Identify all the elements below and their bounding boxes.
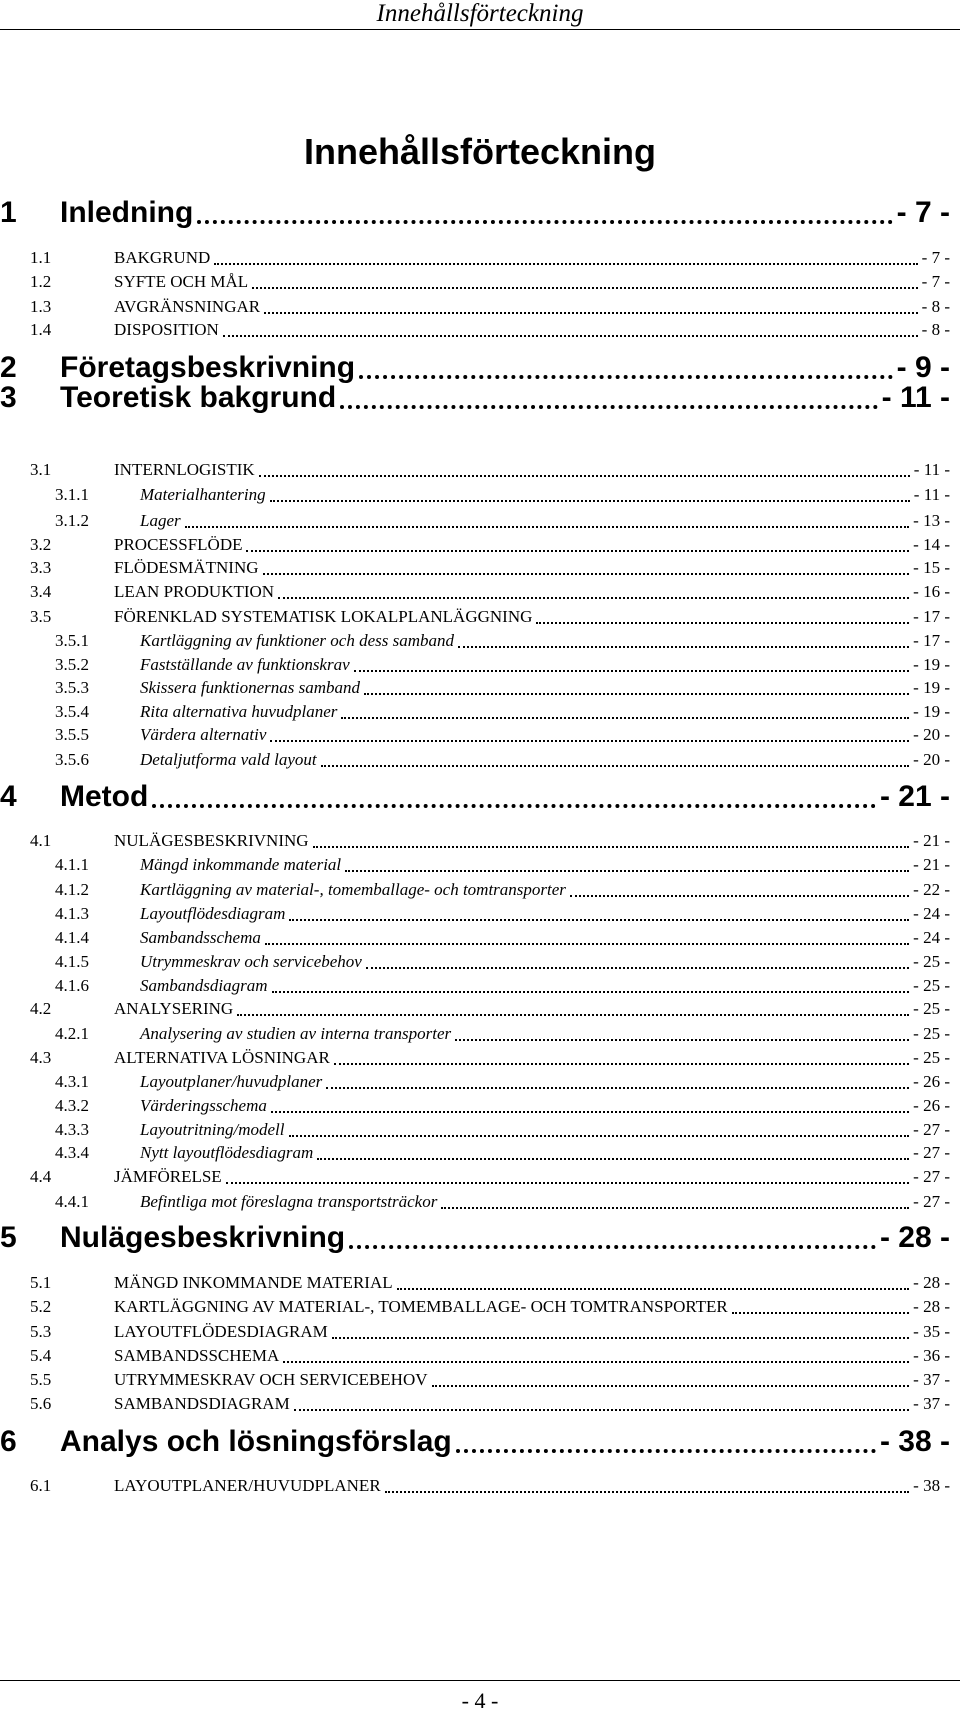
- toc-entry-label: LAYOUTFLÖDESDIAGRAM: [114, 1322, 328, 1341]
- toc-entry-label: SAMBANDSDIAGRAM: [114, 1394, 290, 1413]
- toc-entry-level-3[interactable]: [0, 951, 960, 973]
- page-title: Innehållsförteckning: [303, 131, 657, 172]
- toc-entry-page: - 17 -: [913, 607, 950, 626]
- toc-entry-level-2[interactable]: [0, 534, 960, 556]
- toc-entry-page: - 11 -: [913, 460, 950, 479]
- toc-entry-level-3[interactable]: [0, 975, 960, 997]
- toc-entry-label: Layoutritning/modell: [140, 1120, 285, 1139]
- toc-dot-leader: [349, 1245, 876, 1249]
- toc-entry-page: - 27 -: [913, 1192, 950, 1211]
- toc-dot-leader: [364, 693, 909, 695]
- toc-entry-label: KARTLÄGGNING AV MATERIAL-, TOMEMBALLAGE- OCH TOMTRANSPORTER: [114, 1297, 728, 1316]
- toc-entry-level-2[interactable]: [0, 830, 960, 852]
- toc-entry-number: 1.3: [30, 297, 52, 316]
- toc-entry-label: Lager: [140, 511, 181, 530]
- toc-entry-number: 3.5.2: [55, 655, 89, 674]
- toc-entry-level-3[interactable]: [0, 1142, 960, 1164]
- toc-entry-number: 3.5.4: [55, 702, 89, 721]
- toc-entry-page: - 24 -: [913, 904, 950, 923]
- toc-entry-level-3[interactable]: [0, 1119, 960, 1141]
- toc-dot-leader: [237, 1014, 909, 1016]
- toc-entry-page: - 27 -: [913, 1120, 950, 1139]
- toc-entry-label: MÄNGD INKOMMANDE MATERIAL: [114, 1273, 393, 1292]
- toc-entry-number: 3.2: [30, 535, 52, 554]
- toc-dot-leader: [441, 1207, 909, 1209]
- toc-dot-leader: [732, 1312, 909, 1314]
- toc-entry-label: Utrymmeskrav och servicebehov: [140, 952, 362, 971]
- toc-entry-level-3[interactable]: [0, 677, 960, 699]
- toc-entry-number: 5.4: [30, 1346, 52, 1365]
- toc-dot-leader: [458, 646, 909, 648]
- toc-entry-label: Analys och lösningsförslag: [60, 1425, 452, 1458]
- toc-entry-page: - 37 -: [913, 1394, 950, 1413]
- toc-entry-level-3[interactable]: [0, 1023, 960, 1045]
- toc-dot-leader: [278, 597, 909, 599]
- toc-entry-number: 3.1.2: [55, 511, 89, 530]
- toc-entry-page: - 7 -: [896, 196, 950, 229]
- toc-entry-level-3[interactable]: [0, 854, 960, 876]
- toc-entry-number: 5: [0, 1221, 17, 1254]
- toc-entry-page: - 22 -: [913, 880, 950, 899]
- toc-entry-number: 3.3: [30, 558, 52, 577]
- toc-entry-number: 4.1.6: [55, 976, 89, 995]
- toc-entry-level-2[interactable]: [0, 319, 960, 341]
- toc-dot-leader: [385, 1491, 909, 1493]
- toc-entry-number: 3.1: [30, 460, 52, 479]
- toc-dot-leader: [252, 287, 918, 289]
- toc-entry-label: LAYOUTPLANER/HUVUDPLANER: [114, 1476, 381, 1495]
- toc-dot-leader: [246, 550, 909, 552]
- toc-entry-number: 4.4: [30, 1167, 52, 1186]
- toc-entry-level-2[interactable]: [0, 1047, 960, 1069]
- toc-dot-leader: [340, 405, 878, 409]
- toc-entry-label: Fastställande av funktionskrav: [140, 655, 350, 674]
- toc-entry-page: - 38 -: [913, 1476, 950, 1495]
- toc-entry-page: - 8 -: [921, 320, 950, 339]
- toc-dot-leader: [456, 1449, 876, 1453]
- toc-entry-label: LEAN PRODUKTION: [114, 582, 275, 601]
- toc-entry-label: INTERNLOGISTIK: [114, 460, 255, 479]
- toc-entry-label: Teoretisk bakgrund: [60, 381, 337, 414]
- toc-dot-leader: [259, 475, 910, 477]
- toc-dot-leader: [289, 1135, 909, 1137]
- page-number: - 4 -: [461, 1688, 499, 1713]
- toc-entry-page: - 25 -: [913, 952, 950, 971]
- toc-entry-page: - 25 -: [913, 1024, 950, 1043]
- toc-entry-label: SYFTE OCH MÅL: [114, 272, 249, 291]
- toc-entry-number: 3.5: [30, 607, 52, 626]
- toc-entry-number: 5.5: [30, 1370, 52, 1389]
- toc-entry-label: Nytt layoutflödesdiagram: [140, 1143, 314, 1162]
- toc-entry-level-3[interactable]: [0, 1071, 960, 1093]
- toc-entry-number: 4.1.4: [55, 928, 89, 947]
- toc-entry-label: Rita alternativa huvudplaner: [140, 702, 338, 721]
- toc-dot-leader: [265, 943, 909, 945]
- toc-entry-label: Värdera alternativ: [140, 725, 267, 744]
- toc-entry-label: Sambandsdiagram: [140, 976, 268, 995]
- toc-entry-number: 5.6: [30, 1394, 52, 1413]
- toc-entry-label: Kartläggning av funktioner och dess samband: [140, 631, 455, 650]
- toc-dot-leader: [264, 312, 918, 314]
- toc-entry-level-2[interactable]: [0, 1296, 960, 1318]
- toc-entry-page: - 26 -: [913, 1072, 950, 1091]
- toc-dot-leader: [289, 919, 909, 921]
- toc-entry-label: Kartläggning av material-, tomemballage- och tomtransporter: [140, 880, 566, 899]
- toc-entry-number: 4.2.1: [55, 1024, 89, 1043]
- toc-entry-number: 5.1: [30, 1273, 52, 1292]
- toc-entry-level-2[interactable]: [0, 1369, 960, 1391]
- toc-entry-number: 5.3: [30, 1322, 52, 1341]
- toc-entry-page: - 11 -: [881, 381, 950, 414]
- toc-entry-level-1[interactable]: [0, 194, 960, 232]
- toc-entry-page: - 26 -: [913, 1096, 950, 1115]
- toc-dot-leader: [321, 765, 909, 767]
- toc-dot-leader: [263, 573, 909, 575]
- toc-entry-level-2[interactable]: [0, 581, 960, 603]
- toc-entry-number: 2: [0, 351, 17, 384]
- toc-dot-leader: [197, 220, 893, 224]
- toc-entry-level-1[interactable]: [0, 1219, 960, 1257]
- toc-dot-leader: [271, 1111, 909, 1113]
- toc-entry-number: 4.1.2: [55, 880, 89, 899]
- toc-entry-number: 4: [0, 780, 17, 813]
- toc-entry-label: FÖRENKLAD SYSTEMATISK LOKALPLANLÄGGNING: [114, 607, 533, 626]
- toc-dot-leader: [326, 1087, 909, 1089]
- toc-entry-level-3[interactable]: [0, 654, 960, 676]
- toc-entry-page: - 16 -: [913, 582, 950, 601]
- toc-entry-level-3[interactable]: [0, 701, 960, 723]
- toc-dot-leader: [214, 263, 918, 265]
- toc-entry-number: 4.1.3: [55, 904, 89, 923]
- toc-entry-label: Företagsbeskrivning: [60, 351, 356, 384]
- toc-entry-page: - 7 -: [921, 272, 950, 291]
- toc-entry-level-2[interactable]: [0, 606, 960, 628]
- toc-dot-leader: [536, 622, 909, 624]
- toc-entry-number: 1.1: [30, 248, 52, 267]
- toc-dot-leader: [341, 717, 909, 719]
- toc-entry-page: - 25 -: [913, 999, 950, 1018]
- toc-entry-number: 6.1: [30, 1476, 52, 1495]
- footer-rule: [0, 1680, 960, 1681]
- toc-entry-page: - 28 -: [879, 1221, 950, 1254]
- toc-entry-label: UTRYMMESKRAV OCH SERVICEBEHOV: [114, 1370, 428, 1389]
- toc-dot-leader: [332, 1337, 909, 1339]
- toc-dot-leader: [313, 846, 909, 848]
- toc-entry-label: JÄMFÖRELSE: [114, 1167, 222, 1186]
- toc-entry-number: 4.3.2: [55, 1096, 89, 1115]
- toc-entry-label: Materialhantering: [140, 485, 266, 504]
- toc-entry-number: 4.3: [30, 1048, 52, 1067]
- toc-entry-page: - 36 -: [913, 1346, 950, 1365]
- toc-entry-number: 3.5.6: [55, 750, 89, 769]
- toc-entry-number: 4.3.3: [55, 1120, 89, 1139]
- toc-dot-leader: [334, 1063, 909, 1065]
- toc-entry-level-3[interactable]: [0, 927, 960, 949]
- toc-entry-label: Detaljutforma vald layout: [140, 750, 317, 769]
- running-header: Innehållsförteckning: [376, 0, 584, 27]
- toc-entry-page: - 37 -: [913, 1370, 950, 1389]
- toc-entry-level-2[interactable]: [0, 271, 960, 293]
- toc-entry-level-2[interactable]: [0, 1475, 960, 1497]
- toc-entry-page: - 19 -: [913, 702, 950, 721]
- toc-entry-number: 4.4.1: [55, 1192, 89, 1211]
- toc-entry-number: 4.1.5: [55, 952, 89, 971]
- toc-entry-level-2[interactable]: [0, 247, 960, 269]
- toc-entry-level-3[interactable]: [0, 1191, 960, 1213]
- toc-entry-level-3[interactable]: [0, 724, 960, 746]
- toc-entry-label: Inledning: [60, 196, 194, 229]
- toc-entry-level-3[interactable]: [0, 630, 960, 652]
- toc-entry-number: 4.3.4: [55, 1143, 89, 1162]
- toc-dot-leader: [223, 335, 918, 337]
- toc-entry-number: 1: [0, 196, 17, 229]
- toc-entry-page: - 15 -: [913, 558, 950, 577]
- toc-dot-leader: [152, 804, 876, 808]
- header-rule: [0, 29, 960, 30]
- toc-entry-label: Skissera funktionernas samband: [140, 678, 361, 697]
- toc-entry-page: - 25 -: [913, 1048, 950, 1067]
- toc-entry-page: - 8 -: [921, 297, 950, 316]
- toc-entry-number: 1.4: [30, 320, 52, 339]
- toc-entry-label: SAMBANDSSCHEMA: [114, 1346, 280, 1365]
- toc-entry-page: - 13 -: [913, 511, 950, 530]
- toc-entry-level-3[interactable]: [0, 484, 960, 506]
- toc-dot-leader: [570, 895, 909, 897]
- toc-entry-number: 3.5.5: [55, 725, 89, 744]
- toc-entry-page: - 27 -: [913, 1143, 950, 1162]
- toc-entry-label: PROCESSFLÖDE: [114, 535, 243, 554]
- toc-entry-level-2[interactable]: [0, 557, 960, 579]
- toc-entry-label: AVGRÄNSNINGAR: [114, 297, 261, 316]
- toc-dot-leader: [226, 1182, 909, 1184]
- toc-entry-page: - 24 -: [913, 928, 950, 947]
- toc-entry-page: - 21 -: [913, 855, 950, 874]
- toc-dot-leader: [455, 1039, 909, 1041]
- toc-entry-page: - 38 -: [879, 1425, 950, 1458]
- toc-entry-label: Mängd inkommande material: [140, 855, 342, 874]
- toc-dot-leader: [317, 1158, 909, 1160]
- toc-entry-number: 3: [0, 381, 17, 414]
- toc-entry-label: DISPOSITION: [114, 320, 219, 339]
- toc-entry-level-3[interactable]: [0, 510, 960, 532]
- toc-dot-leader: [272, 991, 909, 993]
- toc-dot-leader: [366, 967, 909, 969]
- toc-entry-label: Sambandsschema: [140, 928, 261, 947]
- toc-entry-number: 4.1.1: [55, 855, 89, 874]
- toc-entry-label: Analysering av studien av interna transporter: [140, 1024, 452, 1043]
- toc-entry-page: - 35 -: [913, 1322, 950, 1341]
- toc-entry-level-1[interactable]: [0, 778, 960, 816]
- toc-entry-level-3[interactable]: [0, 903, 960, 925]
- toc-entry-level-3[interactable]: [0, 879, 960, 901]
- toc-entry-page: - 20 -: [913, 750, 950, 769]
- toc-entry-number: 5.2: [30, 1297, 52, 1316]
- toc-entry-number: 4.3.1: [55, 1072, 89, 1091]
- toc-dot-leader: [270, 500, 910, 502]
- toc-entry-label: Layoutplaner/huvudplaner: [140, 1072, 323, 1091]
- toc-entry-level-2[interactable]: [0, 1393, 960, 1415]
- toc-entry-page: - 19 -: [913, 655, 950, 674]
- toc-dot-leader: [354, 670, 909, 672]
- toc-entry-number: 6: [0, 1425, 17, 1458]
- toc-entry-label: ALTERNATIVA LÖSNINGAR: [114, 1048, 330, 1067]
- toc-entry-level-2[interactable]: [0, 1345, 960, 1367]
- toc-entry-page: - 11 -: [913, 485, 950, 504]
- toc-entry-level-1[interactable]: [0, 1423, 960, 1461]
- toc-entry-number: 1.2: [30, 272, 52, 291]
- toc-entry-label: Värderingsschema: [140, 1096, 267, 1115]
- toc-dot-leader: [345, 870, 909, 872]
- toc-entry-label: BAKGRUND: [114, 248, 211, 267]
- toc-entry-page: - 7 -: [921, 248, 950, 267]
- toc-entry-level-2[interactable]: [0, 1321, 960, 1343]
- toc-dot-leader: [294, 1409, 909, 1411]
- toc-entry-number: 3.5.1: [55, 631, 89, 650]
- toc-entry-level-2[interactable]: [0, 296, 960, 318]
- toc-entry-page: - 17 -: [913, 631, 950, 650]
- toc-dot-leader: [185, 526, 909, 528]
- toc-dot-leader: [432, 1385, 909, 1387]
- toc-entry-page: - 27 -: [913, 1167, 950, 1186]
- toc-entry-label: ANALYSERING: [114, 999, 234, 1018]
- toc-entry-page: - 21 -: [913, 831, 950, 850]
- toc-entry-level-2[interactable]: [0, 459, 960, 481]
- toc-entry-label: Layoutflödesdiagram: [140, 904, 286, 923]
- toc-entry-page: - 21 -: [879, 780, 950, 813]
- toc-entry-level-3[interactable]: [0, 1095, 960, 1117]
- toc-entry-page: - 9 -: [896, 351, 950, 384]
- toc-entry-level-1[interactable]: [0, 379, 960, 417]
- toc-entry-label: NULÄGESBESKRIVNING: [114, 831, 309, 850]
- toc-entry-level-3[interactable]: [0, 749, 960, 771]
- toc-entry-number: 3.5.3: [55, 678, 89, 697]
- toc-entry-page: - 19 -: [913, 678, 950, 697]
- toc-dot-leader: [397, 1288, 909, 1290]
- toc-entry-level-2[interactable]: [0, 1166, 960, 1188]
- toc-entry-page: - 14 -: [913, 535, 950, 554]
- toc-dot-leader: [283, 1361, 909, 1363]
- toc-dot-leader: [270, 740, 909, 742]
- toc-entry-label: Befintliga mot föreslagna transportsträckor: [140, 1192, 438, 1211]
- toc-entry-number: 3.1.1: [55, 485, 89, 504]
- toc-entry-level-2[interactable]: [0, 1272, 960, 1294]
- toc-entry-page: - 28 -: [913, 1297, 950, 1316]
- toc-entry-label: Metod: [60, 780, 149, 813]
- toc-entry-level-2[interactable]: [0, 998, 960, 1020]
- toc-entry-page: - 20 -: [913, 725, 950, 744]
- toc-entry-number: 4.2: [30, 999, 52, 1018]
- toc-entry-number: 4.1: [30, 831, 52, 850]
- toc-entry-page: - 28 -: [913, 1273, 950, 1292]
- toc-entry-label: FLÖDESMÄTNING: [114, 558, 259, 577]
- toc-entry-page: - 25 -: [913, 976, 950, 995]
- toc-entry-label: Nulägesbeskrivning: [60, 1221, 346, 1254]
- toc-entry-number: 3.4: [30, 582, 52, 601]
